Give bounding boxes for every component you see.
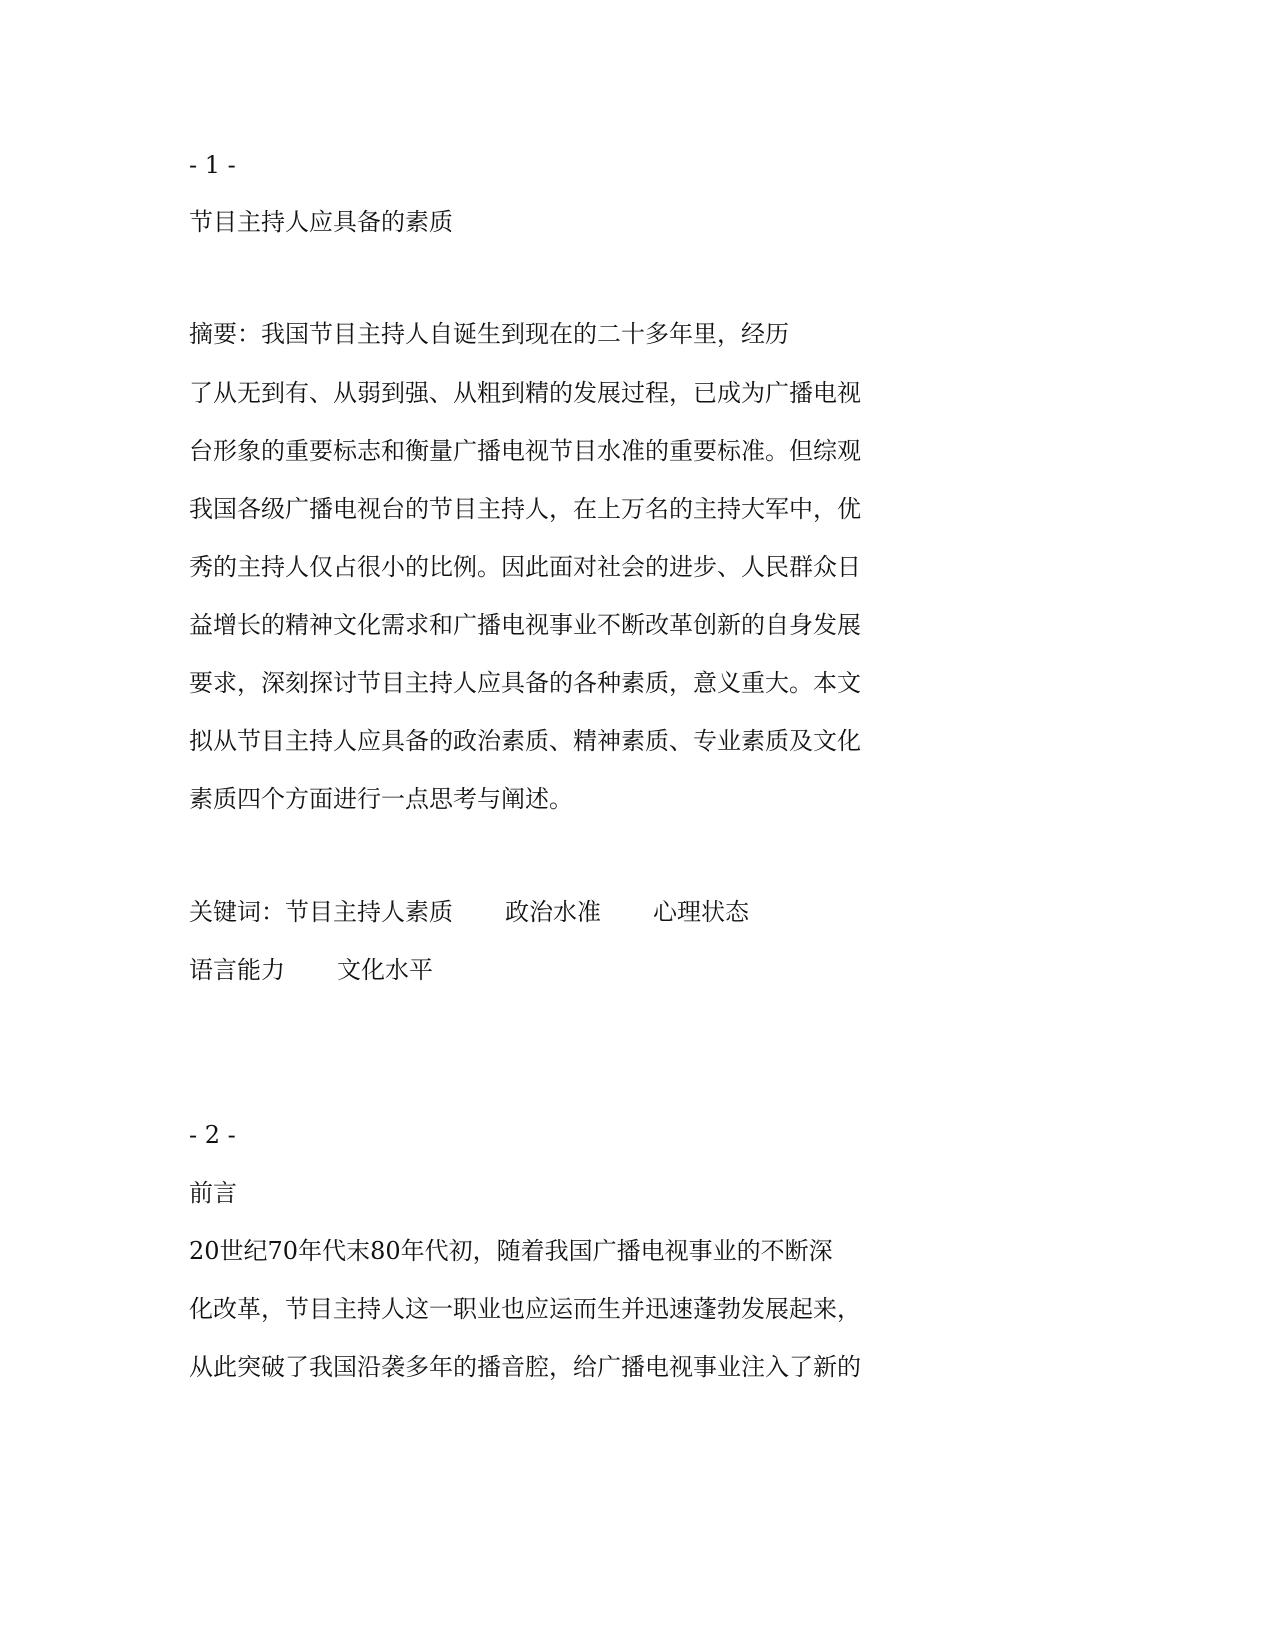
keyword: 政治水准 xyxy=(505,898,601,926)
document-title: 节目主持人应具备的素质 xyxy=(189,208,453,236)
body-line: 化改革，节目主持人这一职业也应运而生并迅速蓬勃发展起来， xyxy=(189,1295,861,1323)
keywords-label: 关键词： xyxy=(189,898,285,926)
page-number: - 2 - xyxy=(189,1121,236,1149)
abstract-line: 要求，深刻探讨节目主持人应具备的各种素质，意义重大。本文 xyxy=(189,669,861,697)
abstract-line: 拟从节目主持人应具备的政治素质、精神素质、专业素质及文化 xyxy=(189,727,861,755)
body-line: 20世纪70年代末80年代初，随着我国广播电视事业的不断深 xyxy=(189,1237,833,1265)
keyword: 语言能力 xyxy=(189,956,285,984)
abstract-line: 益增长的精神文化需求和广播电视事业不断改革创新的自身发展 xyxy=(189,611,861,639)
abstract-line: 了从无到有、从弱到强、从粗到精的发展过程，已成为广播电视 xyxy=(189,379,861,407)
section-heading: 前言 xyxy=(189,1179,237,1207)
abstract-line: 我国各级广播电视台的节目主持人，在上万名的主持大军中，优 xyxy=(189,495,861,523)
page-number: - 1 - xyxy=(189,151,236,179)
keyword: 心理状态 xyxy=(653,898,749,926)
body-line: 从此突破了我国沿袭多年的播音腔，给广播电视事业注入了新的 xyxy=(189,1353,861,1381)
abstract-line: 台形象的重要标志和衡量广播电视节目水准的重要标准。但综观 xyxy=(189,437,861,465)
keyword: 节目主持人素质 xyxy=(285,898,453,926)
abstract-line: 秀的主持人仅占很小的比例。因此面对社会的进步、人民群众日 xyxy=(189,553,861,581)
keywords-line xyxy=(189,897,749,927)
abstract-line: 素质四个方面进行一点思考与阐述。 xyxy=(189,785,573,813)
keywords-line xyxy=(189,955,433,985)
abstract-line: 摘要：我国节目主持人自诞生到现在的二十多年里，经历 xyxy=(189,320,789,348)
keyword: 文化水平 xyxy=(337,956,433,984)
